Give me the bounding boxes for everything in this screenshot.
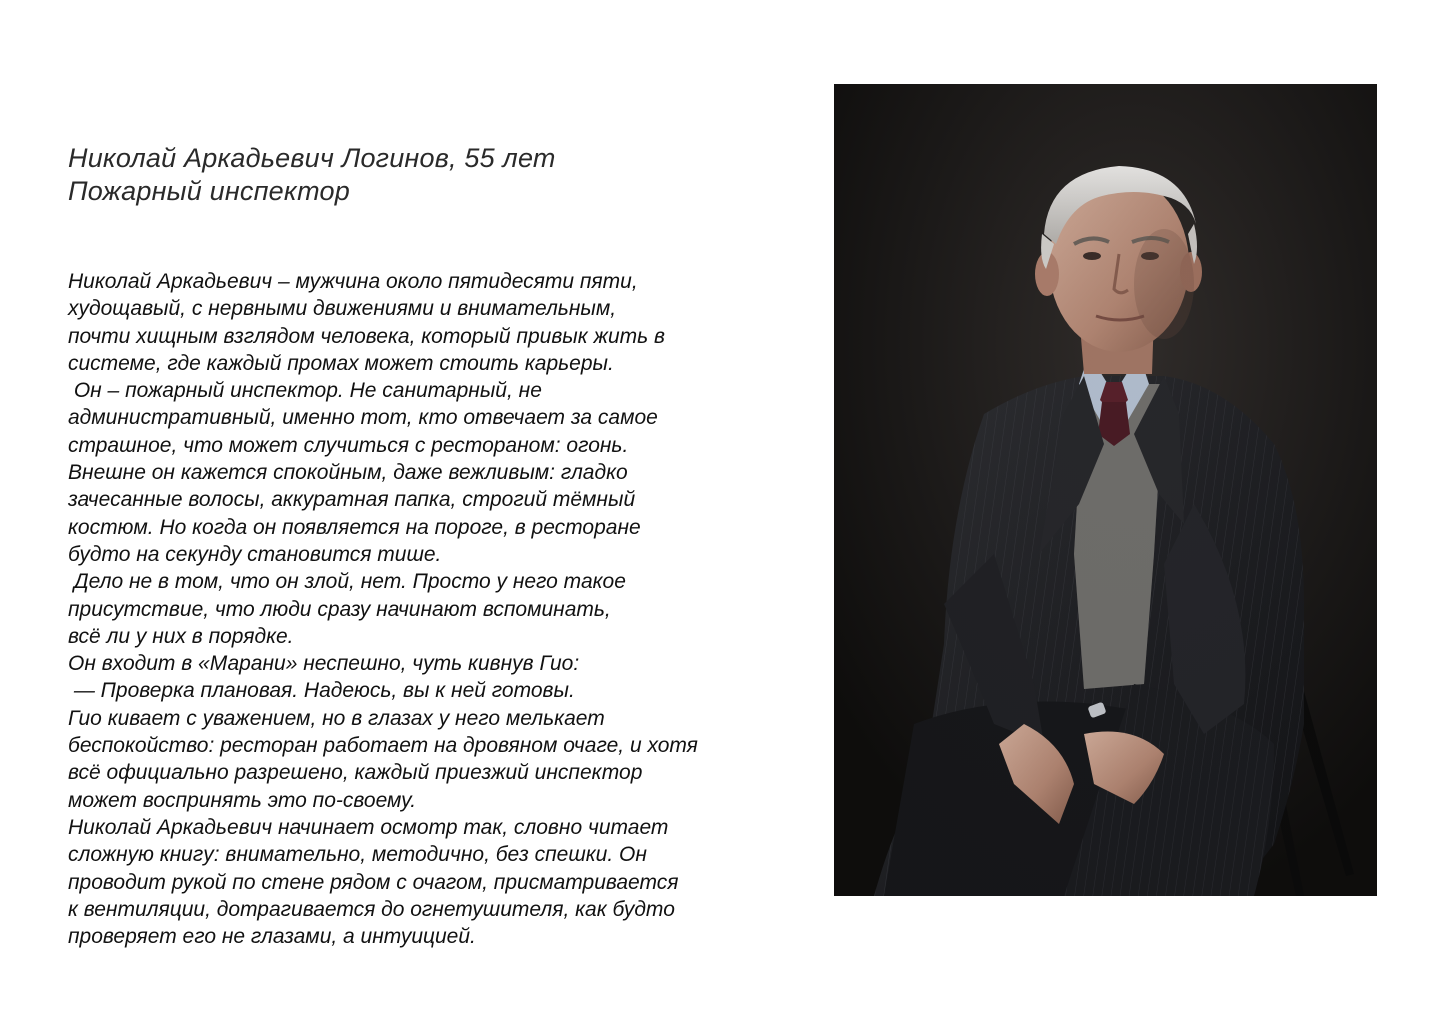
- description-line: проверяет его не глазами, а интуицией.: [68, 925, 476, 949]
- description-line: Он – пожарный инспектор. Не санитарный, не: [68, 379, 542, 403]
- description-line: будто на секунду становится тише.: [68, 542, 442, 566]
- description-line: Николай Аркадьевич – мужчина около пятидесяти пяти,: [68, 270, 638, 293]
- description-line: Николай Аркадьевич начинает осмотр так, словно читает: [68, 815, 669, 839]
- description-line: Дело не в том, что он злой, нет. Просто у него такое: [68, 570, 626, 594]
- description-line: административный, именно тот, кто отвечает за самое: [68, 406, 658, 430]
- description-line: может воспринять это по-своему.: [68, 788, 417, 812]
- description-line: Он входит в «Марани» неспешно, чуть кивнув Гио:: [68, 652, 580, 676]
- description-line: костюм. Но когда он появляется на пороге, в ресторане: [68, 515, 641, 539]
- character-role: Пожарный инспектор: [68, 176, 350, 206]
- character-header: [68, 142, 768, 208]
- character-description: [68, 268, 788, 950]
- description-line: присутствие, что люди сразу начинают вспоминать,: [68, 597, 611, 621]
- description-line: Гио кивает с уважением, но в глазах у него мелькает: [68, 706, 605, 730]
- character-name-age: Николай Аркадьевич Логинов, 55 лет: [68, 143, 556, 173]
- description-line: страшное, что может случиться с рестораном: огонь.: [68, 433, 629, 457]
- description-line: к вентиляции, дотрагивается до огнетушителя, как будто: [68, 897, 675, 921]
- description-line: — Проверка плановая. Надеюсь, вы к ней готовы.: [68, 679, 575, 703]
- character-portrait-photo: [834, 84, 1377, 896]
- description-line: почти хищным взглядом человека, который привык жить в: [68, 324, 665, 348]
- description-line: беспокойство: ресторан работает на дровяном очаге, и хотя: [68, 734, 698, 758]
- description-line: сложную книгу: внимательно, методично, без спешки. Он: [68, 843, 647, 867]
- description-line: всё ли у них в порядке.: [68, 624, 294, 648]
- description-line: проводит рукой по стене рядом с очагом, присматривается: [68, 870, 679, 894]
- description-line: системе, где каждый промах может стоить карьеры.: [68, 351, 614, 375]
- description-line: Внешне он кажется спокойным, даже вежливым: гладко: [68, 461, 628, 485]
- description-line: зачесанные волосы, аккуратная папка, строгий тёмный: [68, 488, 636, 512]
- description-line: всё официально разрешено, каждый приезжий инспектор: [68, 761, 643, 785]
- portrait-photo-icon: [834, 84, 1377, 896]
- description-line: худощавый, с нервными движениями и внимательным,: [68, 297, 617, 321]
